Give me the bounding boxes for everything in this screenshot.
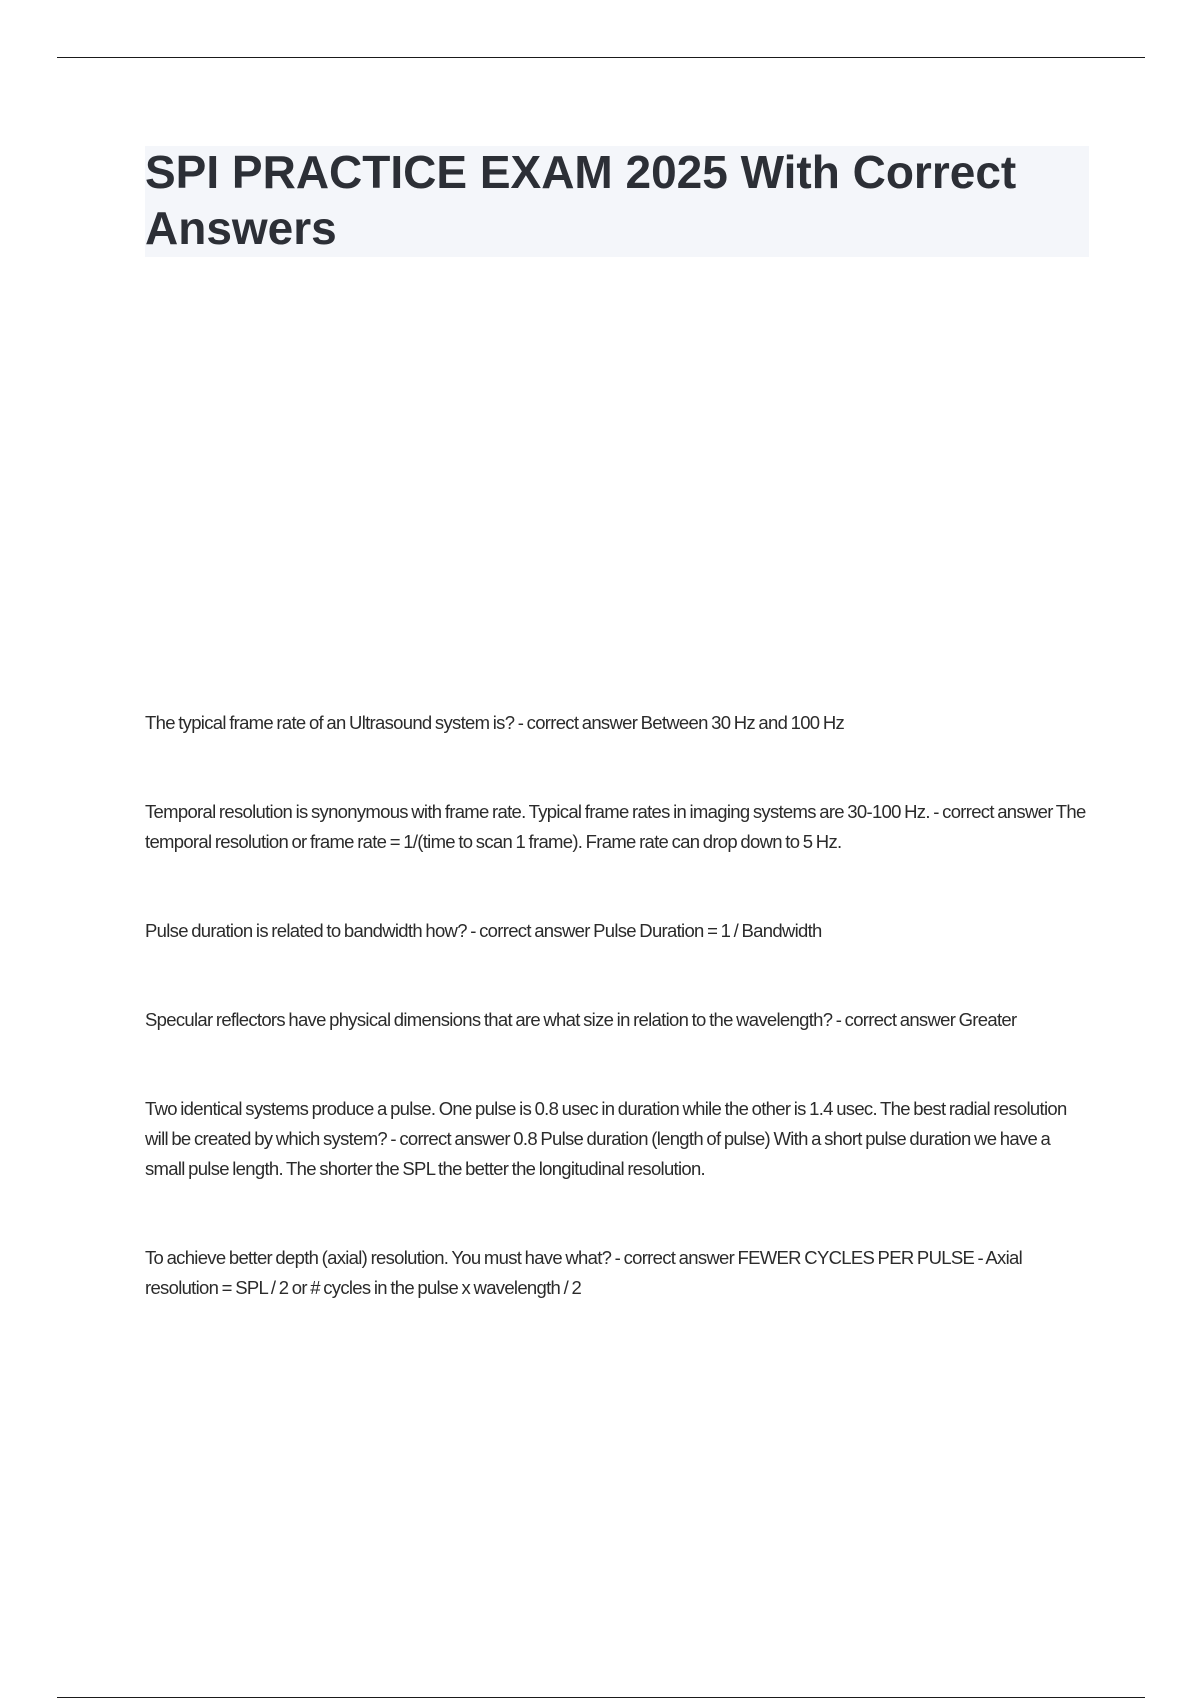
bottom-divider bbox=[57, 1697, 1145, 1698]
qa-item: Specular reflectors have physical dimensions that are what size in relation to the wavelength? - correct answer Greater bbox=[145, 1009, 1017, 1030]
qa-item: Temporal resolution is synonymous with frame rate. Typical frame rates in imaging systems are 30-100 Hz. - correct answer The temporal resolution or frame rate = 1/(time to scan 1 frame). Frame rate can drop down to 5 Hz. bbox=[145, 801, 1086, 852]
qa-item: To achieve better depth (axial) resolution. You must have what? - correct answer FEWER CYCLES PER PULSE - Axial resolution = SPL / 2 or # cycles in the pulse x wavelength / 2 bbox=[145, 1247, 1023, 1298]
top-divider bbox=[57, 57, 1145, 58]
document-title: SPI PRACTICE EXAM 2025 With Correct Answers bbox=[145, 146, 1017, 254]
qa-item: The typical frame rate of an Ultrasound system is? - correct answer Between 30 Hz and 100 Hz bbox=[145, 712, 845, 733]
qa-item: Two identical systems produce a pulse. One pulse is 0.8 usec in duration while the other is 1.4 usec. The best radial resolution will be created by which system? - correct answer 0.8 Pulse duration (length of pulse) With a short pulse duration we have a small pulse length. The shorter the SPL the better the longitudinal resolution. bbox=[145, 1098, 1067, 1179]
qa-item: Pulse duration is related to bandwidth how? - correct answer Pulse Duration = 1 / Bandwidth bbox=[145, 920, 822, 941]
qa-list bbox=[145, 708, 1090, 1362]
